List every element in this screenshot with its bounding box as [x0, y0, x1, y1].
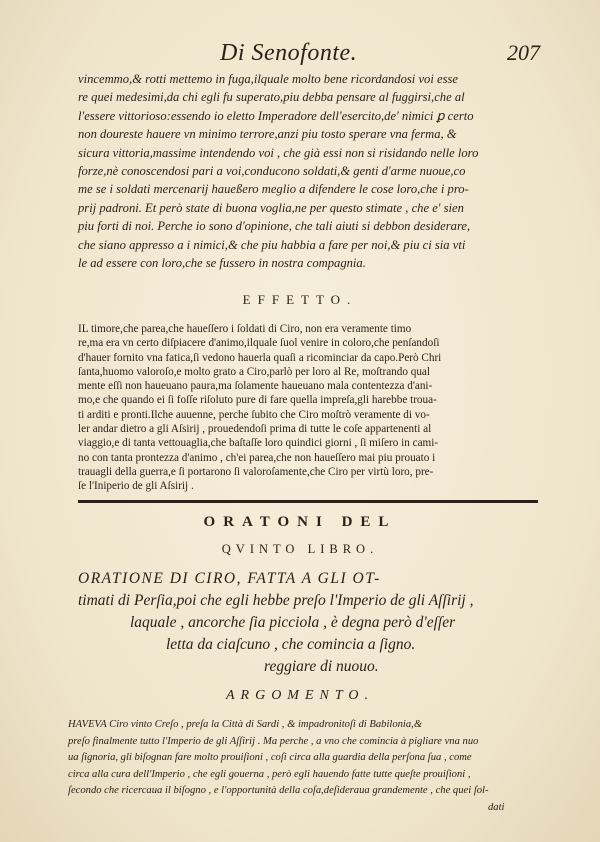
argomento-heading: ARGOMENTO.	[225, 688, 375, 703]
title-line: laquale , ancorche ſia picciola , è degna però d'eſſer	[130, 614, 456, 631]
text-line: ſecondo che ricercaua il biſogno , e l'opportunità della coſa,deſideraua grandemente , che quei ſol-	[68, 785, 489, 796]
text-line: prij padroni. Et però state di buona voglia,ne per questo stimate , che e' sien	[78, 200, 464, 215]
text-line: IL timore,che parea,che haueſſero i ſoldati di Ciro, non era veramente timo	[78, 323, 412, 335]
text-line: re,ma era vn certo diſpiacere d'animo,ilquale ſuol venire in coloro,che penſandoſi	[78, 337, 440, 350]
text-line: le ad essere con loro,che se fussero in nostra compagnia.	[78, 256, 366, 271]
title-line: reggiare di nuouo.	[264, 658, 379, 675]
text-line: re quei medesimi,da chi egli fu superato,piu debba pensare al fuggirsi,che al	[78, 90, 465, 105]
text-line: viaggio,e di tanta vettouaglia,che baſtaſſe loro quindici giorni , ſi miſero in cami-	[78, 437, 439, 450]
effetto-paragraph	[78, 322, 550, 494]
text-line: vincemmo,& rotti mettemo in fuga,ilquale molto bene ricordandosi voi esse	[78, 72, 458, 86]
text-line: mente eſſi non haueuano paura,ma ſolamente haueuano mala contentezza d'ani-	[78, 380, 433, 393]
page-number: 207	[507, 40, 540, 65]
text-line: ler andar dietro a gli Aſsirij , prouedendoſi prima di tutte le coſe appartenenti al	[78, 423, 432, 436]
text-line: HAVEVA Ciro vinto Creſo , preſa la Città di Sardi , & impadronitoſi di Babilonia,&	[68, 719, 423, 730]
orationi-heading: ORATONI DEL	[203, 514, 397, 530]
oration-title	[78, 568, 550, 678]
text-line: d'hauer fornito vna fatica,ſi vedono hauerla quaſi a ricominciar da capo.Però Chri	[78, 351, 442, 364]
text-line: sicura vittoria,massime intendendo voi , che già essi non si risidando nelle loro	[78, 145, 479, 160]
text-line: ſanta,huomo valoroſo,e molto grato a Ciro,parlò per loro al Re, moſtrando qual	[78, 365, 431, 378]
text-line: che siano appresso a i nimici,& che piu habbia a fare per noi,& piu ci sia vti	[78, 237, 466, 252]
text-line: forze,nè conoscendosi pari a voi,conducono soldati,& genti d'arme nuoue,co	[78, 164, 466, 179]
libro-heading: QVINTO LIBRO.	[221, 542, 379, 556]
text-line: ti arditi e pronti.Ilche auuenne, perche ſubito che Ciro moſtrò veramente di vo-	[78, 408, 430, 421]
text-line: ſe l'Iniperio de gli Aſsirij .	[78, 480, 194, 493]
text-line: trauagli della guerra,e ſi portarono ſi valoroſamente,che Ciro per virtù loro, pre-	[78, 465, 434, 478]
text-line: non doureste hauere vn minimo terrore,anzi piu tosto sperare vna ferma, &	[78, 127, 457, 142]
text-line: me se i soldati mercenarij haueßero meglio a difendere le cose loro,che i pro-	[78, 182, 469, 197]
text-line: preſo finalmente tutto l'Imperio de gli Aſſirij . Ma perche , a vno che comincia à pigliare vna nuo	[68, 735, 479, 747]
text-line: mo,e che quando ei ſi foſſe riſoluto pure di fare quella impreſa,gli harebbe troua-	[78, 394, 437, 407]
text-line: no con tanta prontezza d'animo , ch'ei parea,che non haueſſero mai piu prouato i	[78, 451, 436, 464]
argomento-paragraph	[68, 717, 548, 816]
text-line: ua ſignoria, gli biſognan fare molto prouiſioni , coſi circa alla guardia della perſona ſua , come	[68, 752, 472, 763]
running-title: Di Senofonte.	[220, 40, 358, 66]
text-line: circa alla cura dell'Imperio , che egli gouerna , però egli hauendo fatte tutte queſte prouiſioni ,	[68, 768, 471, 780]
title-line: letta da ciaſcuno , che comincia a ſigno.	[166, 636, 416, 653]
title-line: timati di Perſia,poi che egli hebbe preſo l'Imperio de gli Aſſirij ,	[78, 592, 474, 609]
section-divider	[78, 500, 538, 503]
text-line: piu forti di noi. Perche io sono d'opinione, che tali aiuti si debbon desiderare,	[78, 219, 471, 234]
speech-paragraph	[78, 70, 550, 272]
text-line: dati	[488, 801, 505, 813]
title-line: ORATIONE DI CIRO, FATTA A GLI OT-	[78, 570, 381, 587]
effetto-heading: EFFETTO.	[242, 292, 358, 307]
text-line: l'essere vittorioso:essendo io eletto Imperadore dell'esercito,de' nimici ꝑ certo	[78, 108, 474, 123]
page-header	[80, 40, 550, 66]
